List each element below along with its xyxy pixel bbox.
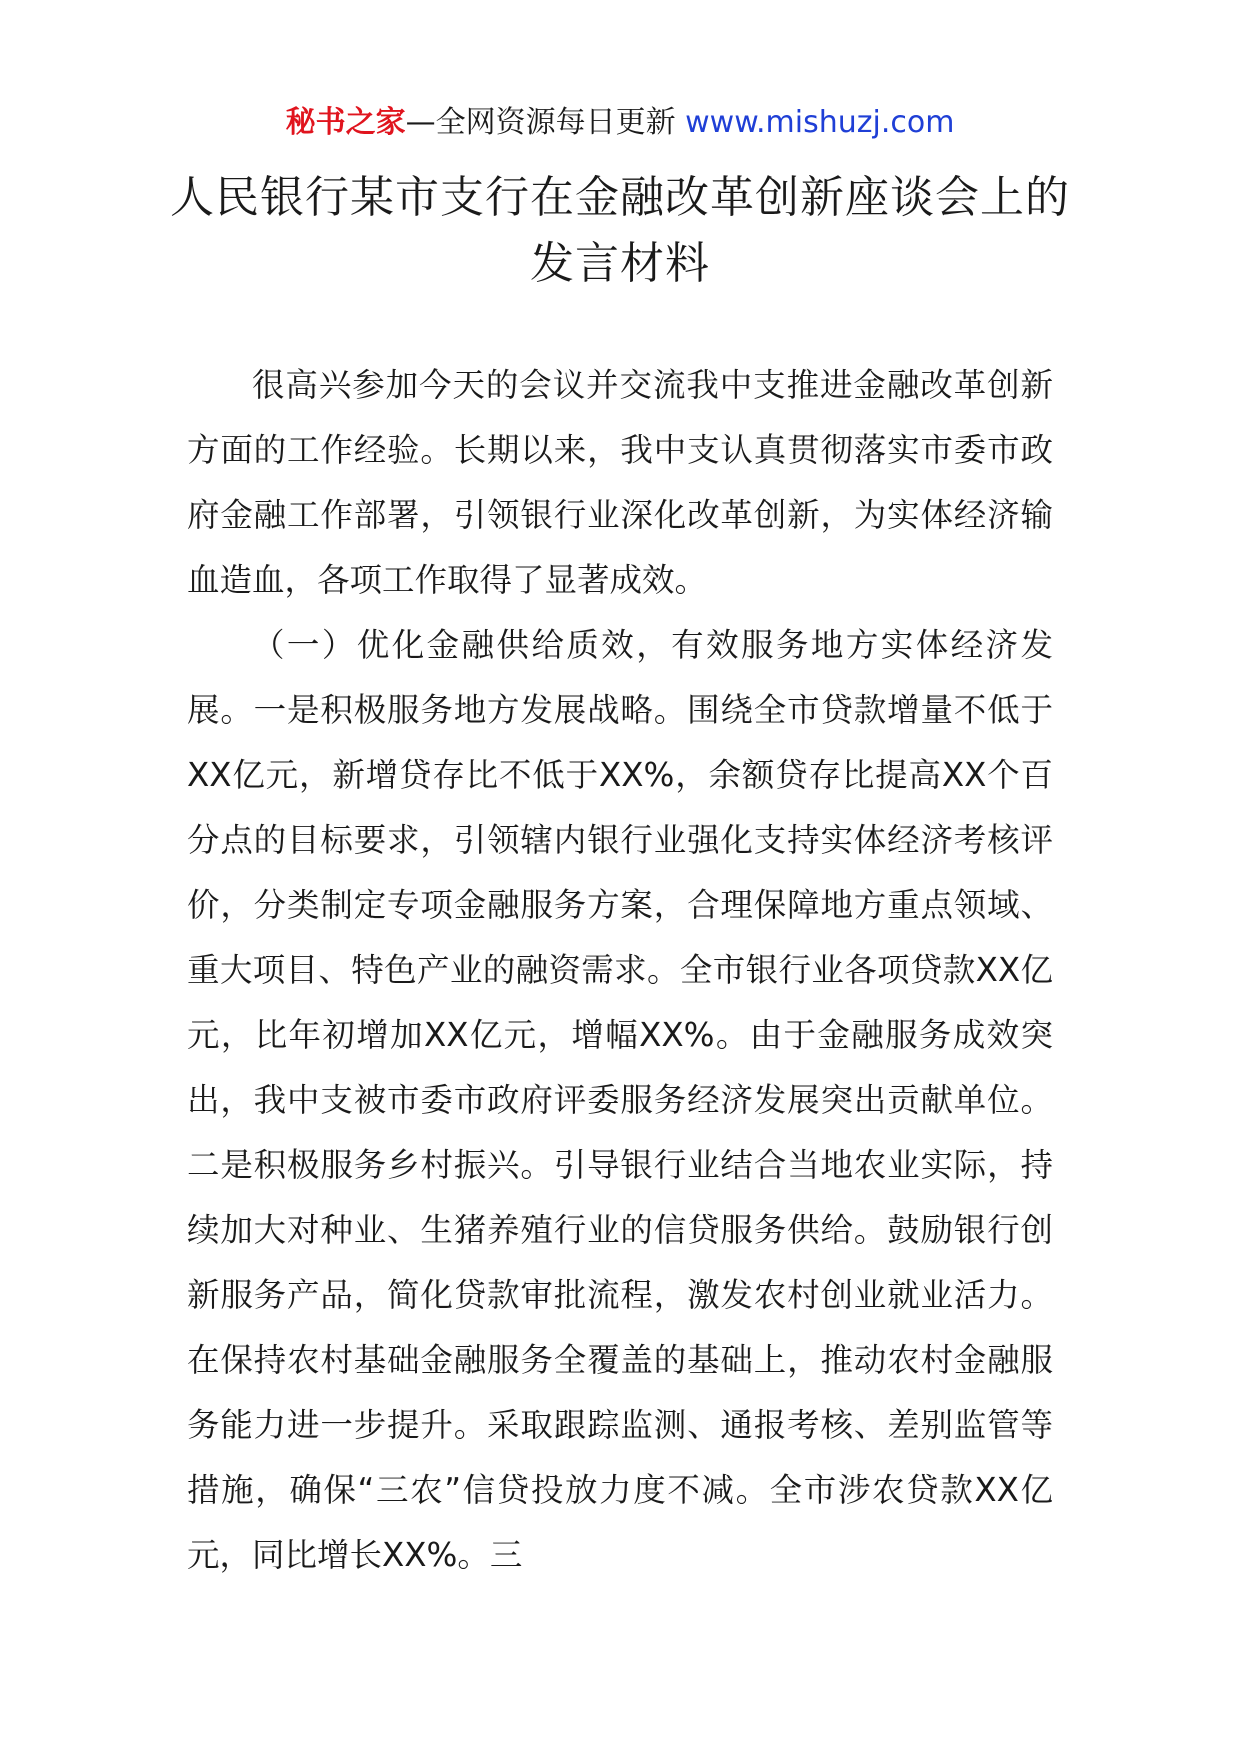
brand-name: 秘书之家 — [285, 105, 406, 140]
paragraph-intro: 很高兴参加今天的会议并交流我中支推进金融改革创新方面的工作经验。长期以来，我中支认真贯彻落实市委市政府金融工作部署，引领银行业深化改革创新，为实体经济输血造血，各项工作取得了显著成效。 — [187, 366, 1053, 599]
header-tagline: —全网资源每日更新 — [405, 105, 686, 140]
site-header — [0, 103, 1240, 143]
document-body — [187, 353, 1053, 1588]
paragraph-section-one: （一）优化金融供给质效，有效服务地方实体经济发展。一是积极服务地方发展战略。围绕全市贷款增量不低于XX亿元，新增贷存比不低于XX%，余额贷存比提高XX个百分点的目标要求，引领辖内银行业强化支持实体经济考核评价，分类制定专项金融服务方案，合理保障地方重点领域、重大项目、特色产业的融资需求。全市银行业各项贷款XX亿元，比年初增加XX亿元，增幅XX%。由于金融服务成效突出，我中支被市委市政府评委服务经济发展突出贡献单位。二是积极服务乡村振兴。引导银行业结合当地农业实际，持续加大对种业、生猪养殖行业的信贷服务供给。鼓励银行创新服务产品，简化贷款审批流程，激发农村创业就业活力。在保持农村基础金融服务全覆盖的基础上，推动农村金融服务能力进一步提升。采取跟踪监测、通报考核、差别监管等措施，确保“三农”信贷投放力度不减。全市涉农贷款XX亿元，同比增长XX%。三 — [187, 626, 1053, 1574]
site-url-link[interactable]: www.mishuzj.com — [685, 105, 955, 140]
document-title: 人民银行某市支行在金融改革创新座谈会上的发言材料 — [170, 172, 1070, 289]
